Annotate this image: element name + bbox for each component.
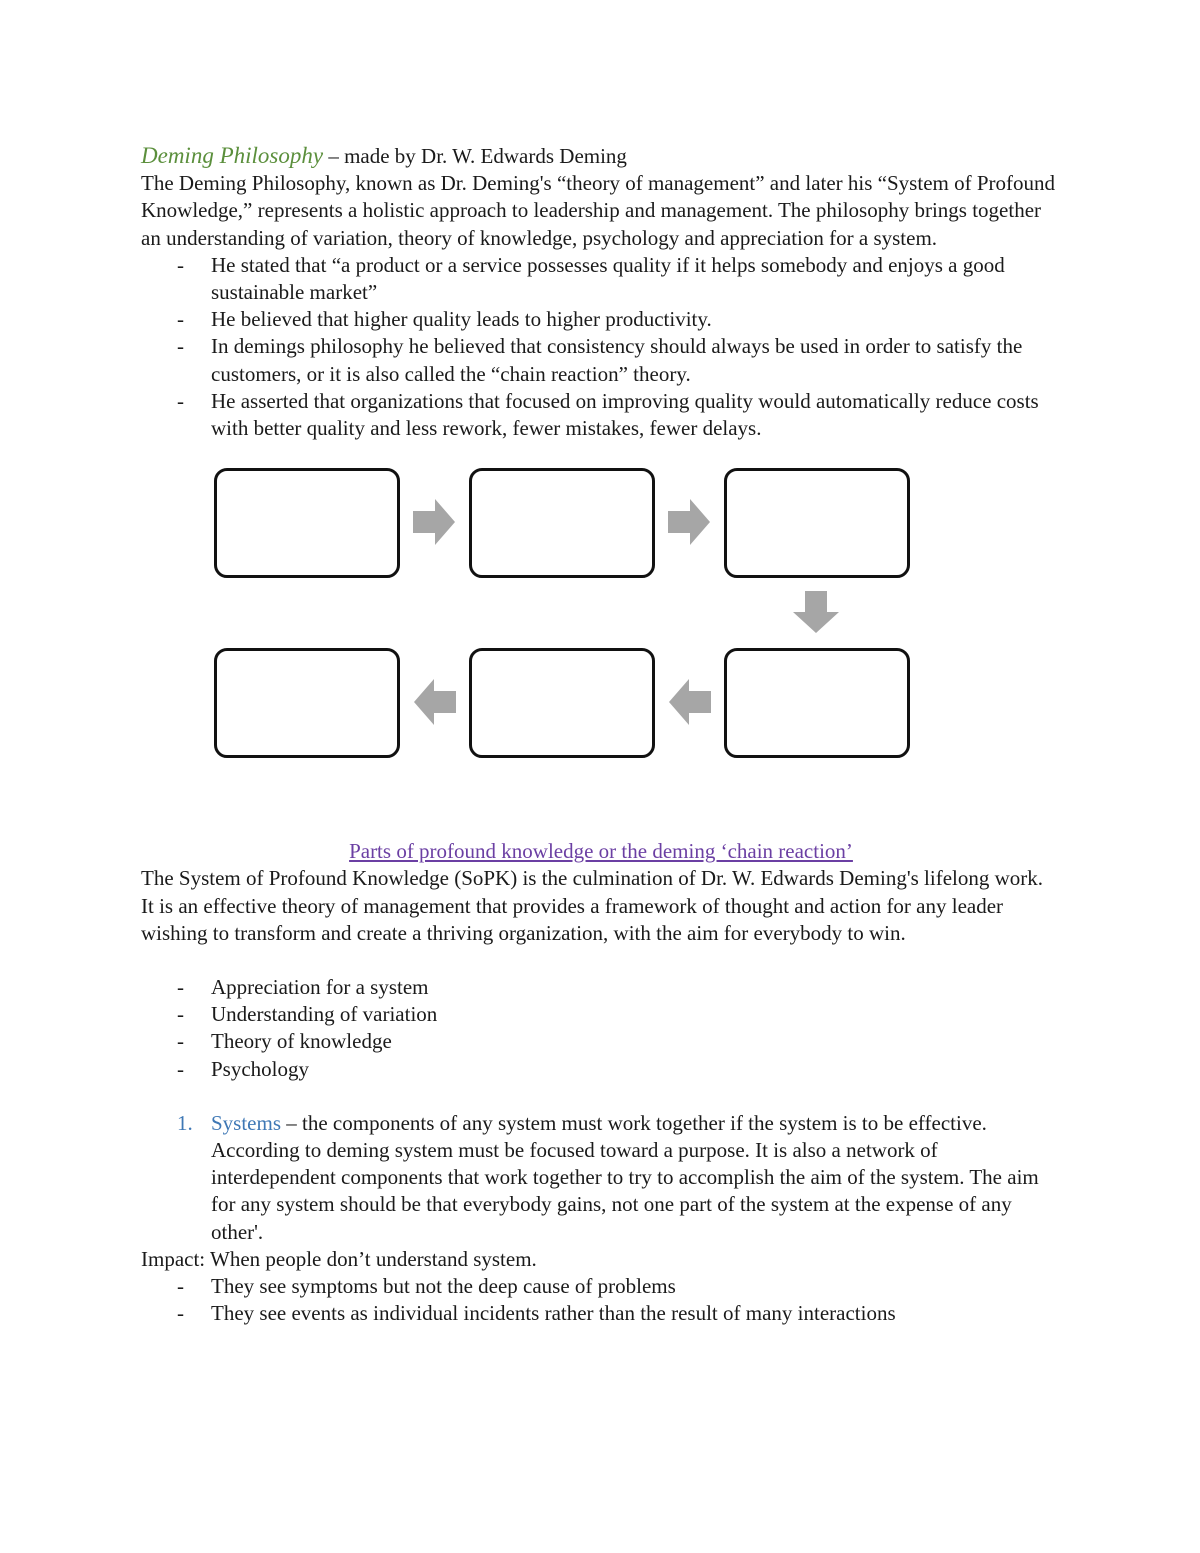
dash-marker: -	[177, 1274, 184, 1299]
list-number: 1.	[177, 1110, 193, 1135]
sopk-paragraph: The System of Profound Knowledge (SoPK) is the culmination of Dr. W. Edwards Deming's lifelong work. It is an effective theory of management that provides a framework of thought and action for any leader wishing to transform and create a thriving organization, with the aim for everybody to win.	[141, 866, 1044, 945]
list-item: - They see events as individual incidents rather than the result of many interactions	[141, 1300, 1061, 1327]
list-item	[141, 1110, 1061, 1246]
dash-marker: -	[177, 1301, 184, 1326]
document-page	[141, 142, 1061, 1327]
process-box-1	[214, 468, 400, 578]
intro-paragraph: The Deming Philosophy, known as Dr. Deming's “theory of management” and later his “System of Profound Knowledge,” represents a holistic approach to leadership and management. The philosophy brings together an understanding of variation, theory of knowledge, psychology and appreciation for a system.	[141, 171, 1056, 250]
list-item: - Theory of knowledge	[141, 1028, 1061, 1055]
spacer	[141, 1083, 1061, 1110]
dash-marker: -	[177, 1056, 184, 1081]
down-arrow-icon	[793, 591, 839, 633]
process-box-4	[724, 648, 910, 758]
dash-marker: -	[177, 334, 184, 359]
dash-marker: -	[177, 388, 184, 413]
byline: – made by Dr. W. Edwards Deming	[323, 144, 627, 168]
dash-marker: -	[177, 1029, 184, 1054]
process-box-5	[469, 648, 655, 758]
list-item: - Understanding of variation	[141, 1001, 1061, 1028]
list-item: - Psychology	[141, 1056, 1061, 1083]
sopk-parts-list	[141, 974, 1061, 1083]
left-arrow-icon	[669, 679, 711, 725]
right-arrow-icon	[668, 499, 710, 545]
list-item: - They see symptoms but not the deep cause of problems	[141, 1273, 1061, 1300]
sopk-subtitle: Parts of profound knowledge or the deming ‘chain reaction’	[349, 839, 853, 864]
list-item: - He believed that higher quality leads to higher productivity.	[141, 306, 1061, 333]
chain-reaction-diagram	[141, 460, 1061, 800]
systems-numbered-list	[141, 1110, 1061, 1246]
impact-bullet-list	[141, 1273, 1061, 1327]
left-arrow-icon	[414, 679, 456, 725]
process-box-6	[214, 648, 400, 758]
systems-description: – the components of any system must work together if the system is to be effective. According to deming system must be focused toward a purpose. It is also a network of interdependent components that work together to try to accomplish the aim of the system. The aim for any system should be that everybody gains, not one part of the system at the expense of any other'.	[211, 1110, 1039, 1244]
right-arrow-icon	[413, 499, 455, 545]
list-item: - In demings philosophy he believed that consistency should always be used in order to satisfy the customers, or it is also called the “chain reaction” theory.	[177, 334, 1023, 386]
systems-term: Systems	[211, 1110, 282, 1135]
intro-bullet-list	[141, 252, 1061, 442]
process-box-2	[469, 468, 655, 578]
section-title: Deming Philosophy	[141, 143, 324, 168]
dash-marker: -	[177, 307, 184, 332]
intro-heading	[141, 142, 1061, 170]
list-item: - Appreciation for a system	[141, 974, 1061, 1001]
dash-marker: -	[177, 252, 184, 277]
impact-line: Impact: When people don’t understand system.	[141, 1246, 537, 1271]
dash-marker: -	[177, 975, 184, 1000]
list-item: - He asserted that organizations that focused on improving quality would automatically reduce costs with better quality and less rework, fewer mistakes, fewer delays.	[177, 388, 1039, 441]
process-box-3	[724, 468, 910, 578]
list-item: - He stated that “a product or a service possesses quality if it helps somebody and enjoys a good sustainable market”	[177, 252, 1005, 305]
spacer	[141, 947, 1061, 974]
dash-marker: -	[177, 1002, 184, 1027]
